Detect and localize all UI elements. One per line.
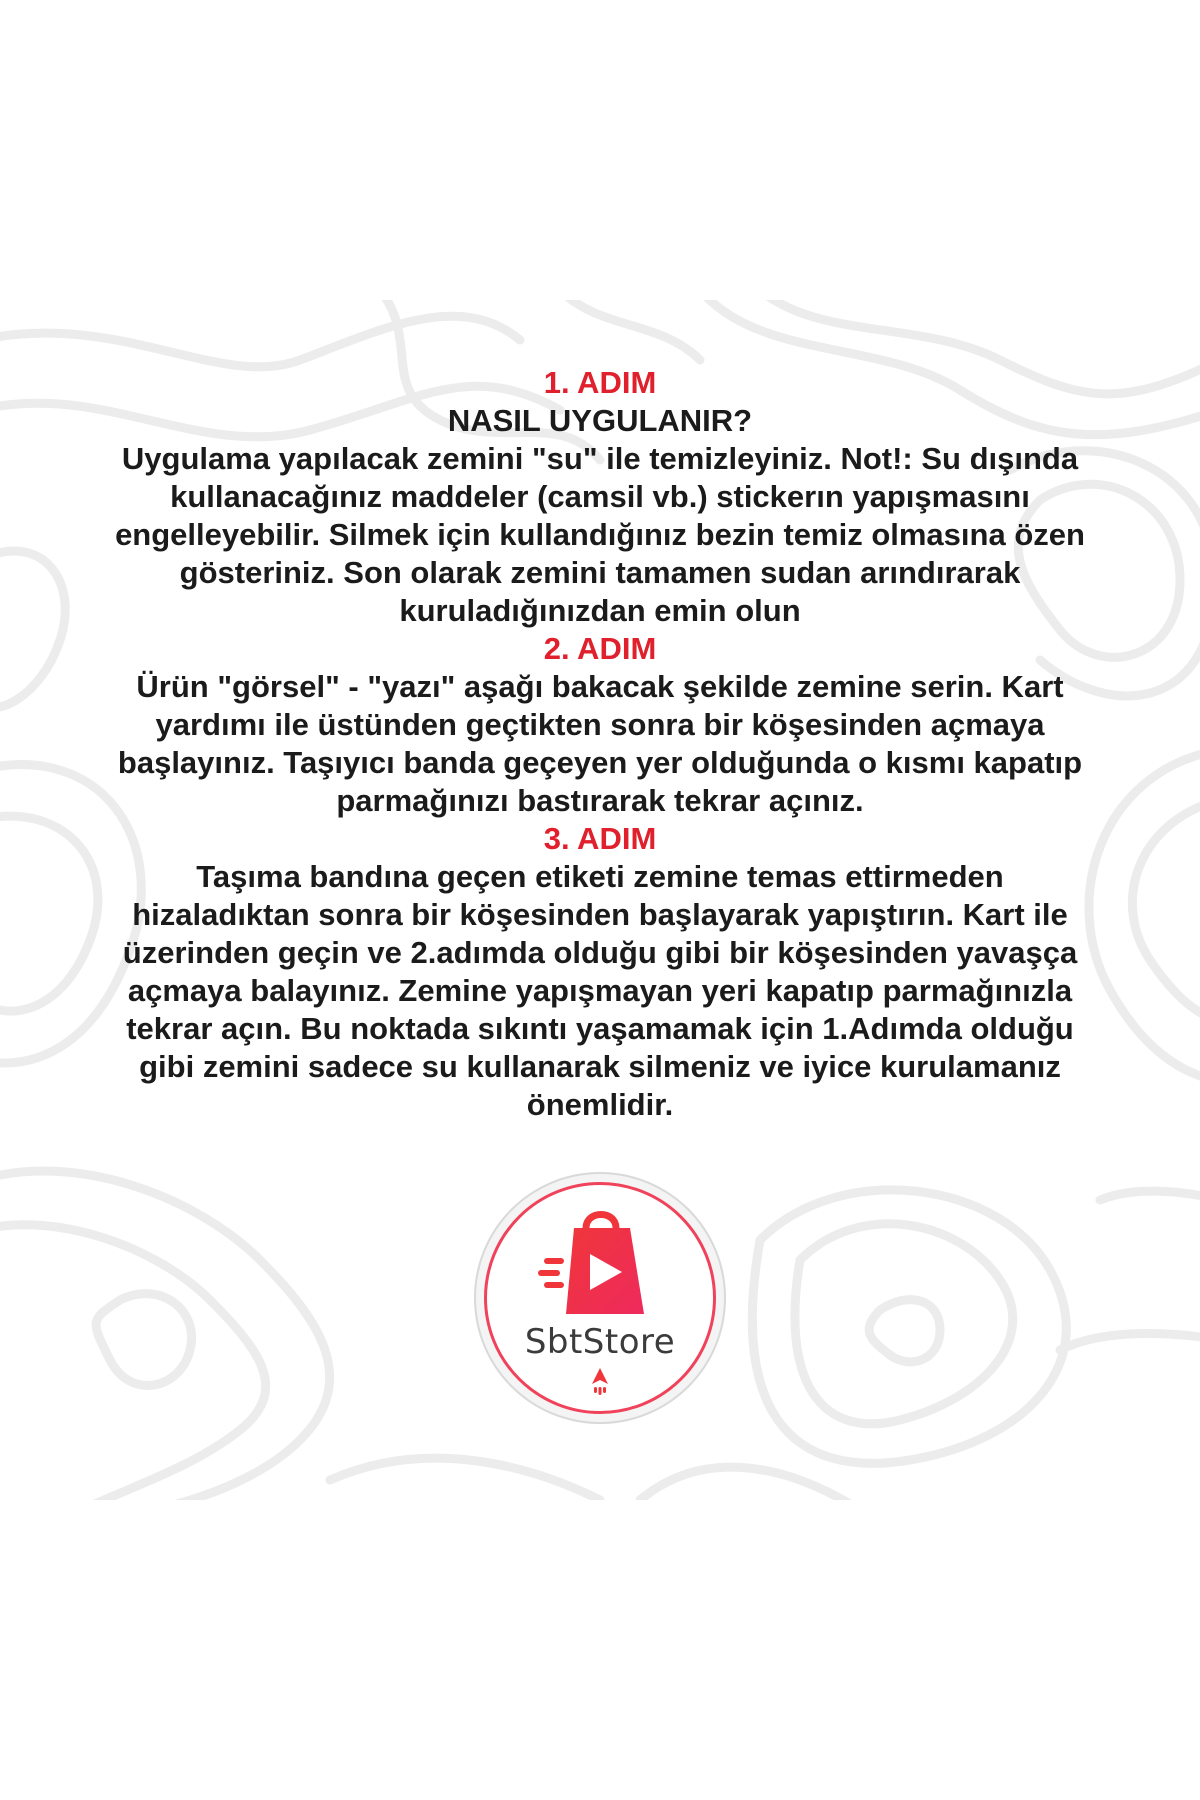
- step-3-line: üzerinden geçin ve 2.adımda olduğu gibi bir köşesinden yavaşça: [122, 935, 1078, 970]
- instructions: [60, 364, 1140, 1124]
- brand-name: SbtStore: [524, 1322, 676, 1362]
- step-1-line: kuruladığınızdan emin olun: [399, 593, 801, 628]
- step-3-line: gibi zemini sadece su kullanarak silmeniz ve iyice kurulamanız: [139, 1049, 1061, 1084]
- step-2-line: Ürün "görsel" - "yazı" aşağı bakacak şekilde zemine serin. Kart: [136, 669, 1064, 704]
- step-2-line: başlayınız. Taşıyıcı banda geçeyen yer olduğunda o kısmı kapatıp: [117, 745, 1083, 780]
- step-1-title: 1. ADIM: [543, 365, 657, 400]
- step-3-line: Taşıma bandına geçen etiketi zemine temas ettirmeden: [196, 859, 1004, 894]
- step-1-line: gösteriniz. Son olarak zemini tamamen sudan arındırarak: [179, 555, 1021, 590]
- step-3-line: hizaladıktan sonra bir köşesinden başlayarak yapıştırın. Kart ile: [132, 897, 1068, 932]
- step-1-line: engelleyebilir. Silmek için kullandığınız bezin temiz olmasına özen: [115, 517, 1085, 552]
- brand-logo: [474, 1172, 726, 1424]
- instruction-panel: [0, 300, 1200, 1500]
- shopping-bag-play-icon: [474, 1172, 726, 1424]
- page-title: NASIL UYGULANIR?: [447, 403, 753, 438]
- step-1-line: kullanacağınız maddeler (camsil vb.) stickerın yapışmasını: [170, 479, 1030, 514]
- step-3-title: 3. ADIM: [543, 821, 657, 856]
- step-3-line: tekrar açın. Bu noktada sıkıntı yaşamamak için 1.Adımda olduğu: [126, 1011, 1074, 1046]
- step-2-line: yardımı ile üstünden geçtikten sonra bir köşesinden açmaya: [155, 707, 1045, 742]
- step-3-line: önemlidir.: [526, 1087, 674, 1122]
- step-3-line: açmaya balayınız. Zemine yapışmayan yeri kapatıp parmağınızla: [127, 973, 1073, 1008]
- step-2-title: 2. ADIM: [543, 631, 657, 666]
- step-2-line: parmağınızı bastırarak tekrar açınız.: [336, 783, 864, 818]
- step-1-line: Uygulama yapılacak zemini "su" ile temizleyiniz. Not!: Su dışında: [121, 441, 1079, 476]
